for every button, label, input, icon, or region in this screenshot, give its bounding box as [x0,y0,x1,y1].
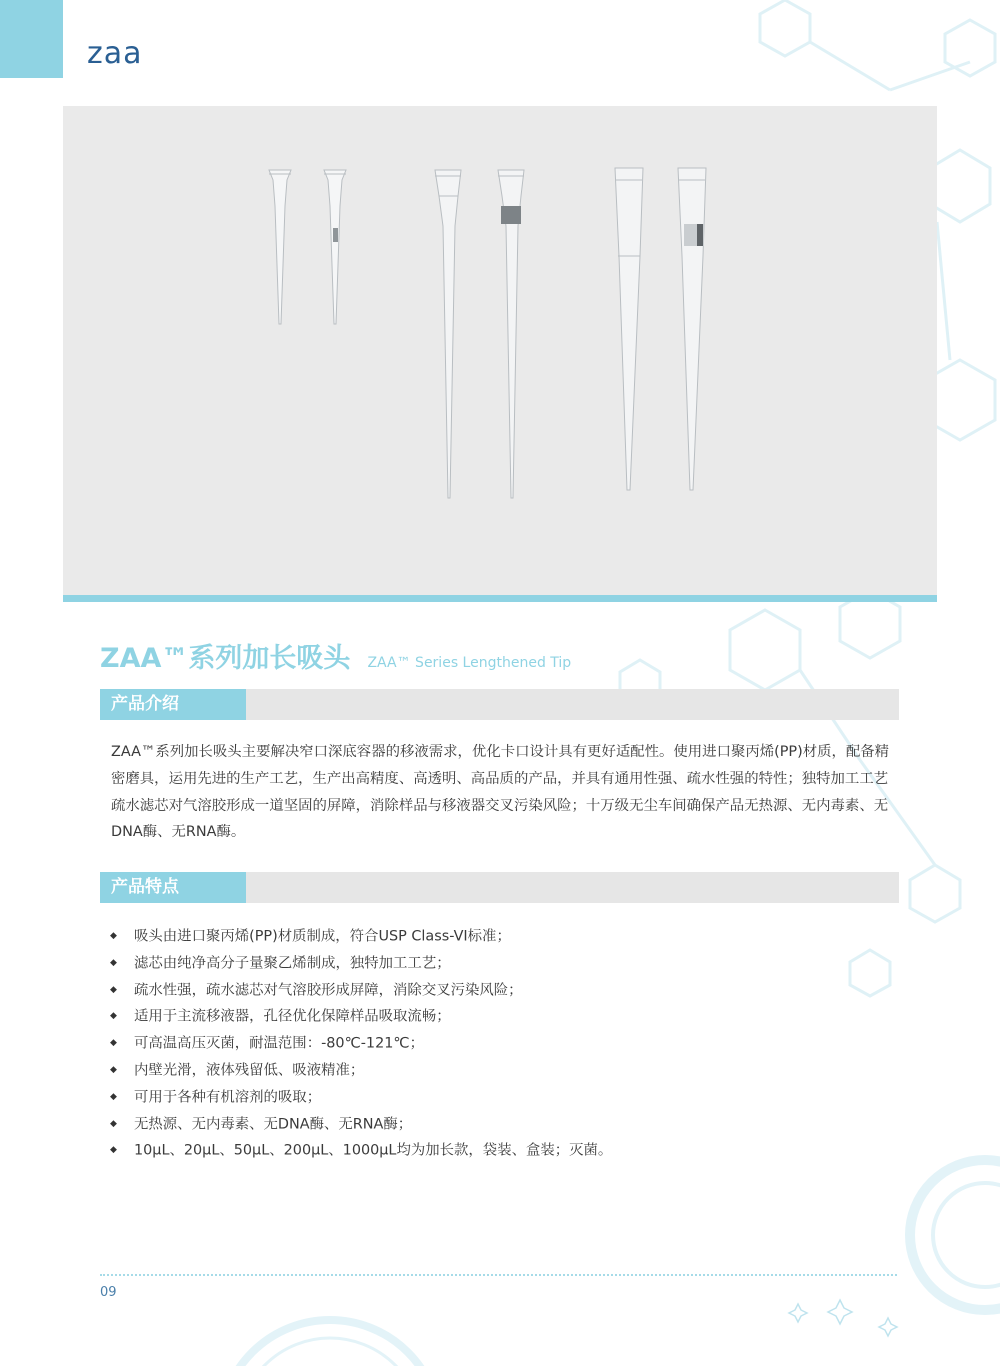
section-label-intro: 产品介绍 [100,689,246,720]
hero-accent-bar [63,595,937,602]
feature-text: 疏水性强，疏水滤芯对气溶胶形成屏障，消除交叉污染风险； [134,982,523,998]
list-item [110,1057,612,1084]
section-label-features: 产品特点 [100,872,246,903]
medium-tip [435,170,461,498]
short-tip-filtered [324,170,346,324]
feature-text: 可用于各种有机溶剂的吸取； [134,1089,322,1106]
short-tip [269,170,291,324]
list-item [110,1111,612,1138]
bullet-diamond-icon: ◆ [110,1038,117,1049]
list-item [110,1003,612,1030]
page-number: 09 [100,1285,117,1300]
product-image-panel [63,106,937,595]
bullet-diamond-icon: ◆ [110,1145,117,1156]
section-header-intro [100,689,899,720]
feature-text: 滤芯由纯净高分子量聚乙烯制成，独特加工工艺； [134,955,451,972]
list-item [110,1030,612,1057]
product-title-en: ZAA™ Series Lengthened Tip [367,655,572,671]
product-title-zh: ZAA™系列加长吸头 [100,643,351,674]
bullet-diamond-icon: ◆ [110,984,117,995]
feature-text: 可高温高压灭菌，耐温范围：-80℃-121℃； [134,1035,424,1052]
product-intro-text: ZAA™系列加长吸头主要解决窄口深底容器的移液需求，优化卡口设计具有更好适配性。使用进口聚丙烯(PP)材质，配备精密磨具，运用先进的生产工艺，生产出高精度、高透明、高品质的产品，并具有通用性强、疏水性强的特性；独特加工工艺疏水滤芯对气溶胶形成一道坚固的屏障，消除样品与移液器交叉污染风险；十万级无尘车间确保产品无热源、无内毒素、无DNA酶、无RNA酶。 [111,744,890,841]
bullet-diamond-icon: ◆ [110,1118,117,1129]
corner-accent-block [0,0,63,78]
bullet-diamond-icon: ◆ [110,1011,117,1022]
list-item [110,1137,612,1164]
feature-text: 适用于主流移液器，孔径优化保障样品吸取流畅； [134,1008,451,1025]
feature-list [110,923,612,1164]
feature-text: 无热源、无内毒素、无DNA酶、无RNA酶； [134,1115,413,1132]
list-item [110,950,612,977]
feature-text: 内壁光滑，液体残留低、吸液精准； [134,1062,365,1079]
bullet-diamond-icon: ◆ [110,931,117,941]
footer-divider [100,1274,897,1276]
section-header-features [100,872,899,903]
brand-logo: zaa [87,36,143,71]
long-tip [615,168,643,490]
long-tip-filtered [678,168,706,490]
feature-text: 10μL、20μL、50μL、200μL、1000μL均为加长款，袋装、盒装；灭菌。 [134,1142,613,1159]
list-item [110,1084,612,1111]
bullet-diamond-icon: ◆ [110,1064,117,1075]
pipette-tips-illustration [63,106,937,595]
list-item [110,977,612,1004]
product-title [100,636,571,675]
bullet-diamond-icon: ◆ [110,1091,117,1102]
bullet-diamond-icon: ◆ [110,957,117,968]
medium-tip-filtered [498,170,524,498]
list-item [110,923,612,950]
feature-text: 吸头由进口聚丙烯(PP)材质制成，符合USP Class-VI标准； [134,928,511,945]
